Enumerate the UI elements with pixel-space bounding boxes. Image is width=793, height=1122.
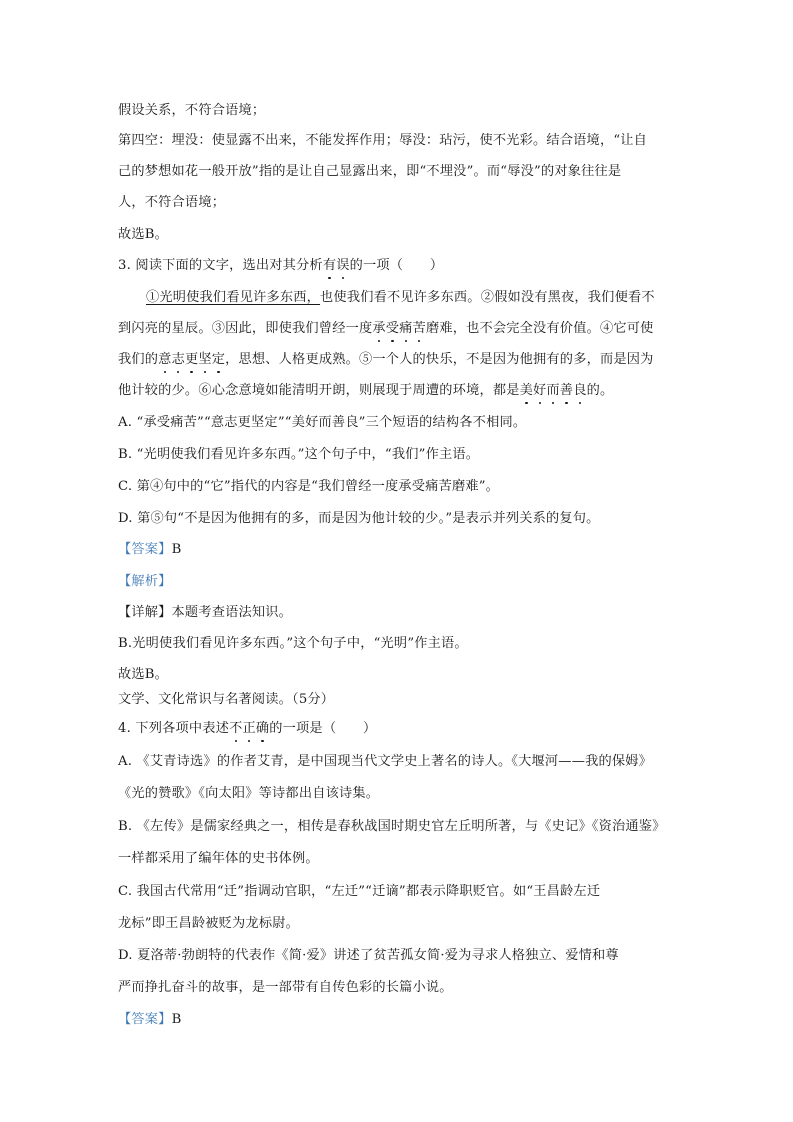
prev-conclusion: 故选B。 bbox=[118, 227, 169, 242]
prev-explanation-line: 人，不符合语境； bbox=[118, 195, 226, 210]
analysis-tag: 【解析】 bbox=[118, 574, 172, 589]
answer-line bbox=[118, 1010, 181, 1030]
option-d: D. 第⑤句“不是因为他拥有的多，而是因为他计较的少。”是表示并列关系的复句。 bbox=[118, 511, 600, 526]
emphasis-char: 受 bbox=[386, 319, 399, 339]
option-c: C. 我国古代常用“迁”指调动官职，“左迁”“迁谪”都表示降职贬官。如“王昌龄左迁 bbox=[118, 884, 601, 899]
underlined-sentence: ①光明使我们看见许多东西， bbox=[146, 290, 321, 305]
option-c: C. 第④句中的“它”指代的内容是“我们曾经一度承受痛苦磨难”。 bbox=[118, 479, 500, 494]
passage-line: 我们的意志更坚定，思想、人格更成熟。⑤一个人的快乐，不是因为他拥有的多，而是因为 bbox=[118, 350, 654, 370]
option-c-cont: 龙标”即王昌龄被贬为龙标尉。 bbox=[118, 916, 299, 931]
emphasis-char: 善 bbox=[560, 381, 573, 401]
emphasis-char: 苦 bbox=[413, 319, 426, 339]
option-a: A. 《艾青诗选》的作者艾青，是中国现当代文学史上著名的诗人。《大堰河——我的保姆》 bbox=[118, 754, 653, 769]
option-a-cont: 《光的赞歌》《向太阳》等诗都出自该诗集。 bbox=[118, 786, 380, 801]
option-d: D. 夏洛蒂·勃朗特的代表作《简·爱》讲述了贫苦孤女简·爱为寻求人格独立、爱情和尊 bbox=[118, 948, 619, 963]
detail-line: B.光明使我们看见许多东西。”这个句子中，“光明”作主语。 bbox=[118, 636, 468, 651]
emphasis-char: 意 bbox=[158, 350, 171, 370]
emphasis-char: 有 bbox=[323, 256, 336, 276]
prev-explanation-line: 己的梦想如花一般开放”指的是让自己显露出来，即“不埋没”。而“辱没”的对象往往是 bbox=[118, 164, 622, 179]
answer-value: B bbox=[171, 542, 182, 557]
conclusion: 故选B。 bbox=[118, 667, 169, 682]
question-4-stem: 4. 下列各项中表述不正确的一项是（ ） bbox=[118, 719, 376, 739]
prev-explanation-line: 假设关系，不符合语境； bbox=[118, 103, 266, 118]
emphasis-char: 承 bbox=[372, 319, 385, 339]
option-d-cont: 严而挣扎奋斗的故事，是一部带有自传色彩的长篇小说。 bbox=[118, 980, 453, 995]
answer-line bbox=[118, 540, 181, 560]
answer-tag: 【答案】 bbox=[118, 1012, 172, 1027]
emphasis-char: 美 bbox=[520, 381, 533, 401]
emphasis-char: 确 bbox=[256, 719, 269, 739]
emphasis-char: 志 bbox=[172, 350, 185, 370]
passage-line: 他计较的少。⑥心念意境如能清明开朗，则展现于周遭的环境，都是美好而善良的。 bbox=[118, 381, 613, 401]
emphasis-char: 而 bbox=[546, 381, 559, 401]
option-b: B. “光明使我们看见许多东西。”这个句子中，“我们”作主语。 bbox=[118, 447, 480, 462]
answer-tag: 【答案】 bbox=[118, 542, 172, 557]
passage-line: ①光明使我们看见许多东西，也使我们看不见许多东西。②假如没有黑夜，我们便看不 bbox=[146, 290, 655, 305]
emphasis-char: 良 bbox=[573, 381, 586, 401]
emphasis-char: 好 bbox=[533, 381, 546, 401]
emphasis-char: 误 bbox=[336, 256, 349, 276]
prev-explanation-line: 第四空：埋没：使显露不出来，不能发挥作用；辱没：玷污，使不光彩。结合语境，“让自 bbox=[118, 133, 648, 148]
passage-line: 到闪亮的星辰。③因此，即使我们曾经一度承受痛苦磨难，也不会完全没有价值。④它可使 bbox=[118, 319, 654, 339]
question-3-stem: 3. 阅读下面的文字，选出对其分析有误的一项（ ） bbox=[118, 256, 443, 276]
option-b-cont: 一样都采用了编年体的史书体例。 bbox=[118, 851, 319, 866]
emphasis-char: 坚 bbox=[198, 350, 211, 370]
emphasis-char: 正 bbox=[242, 719, 255, 739]
option-a: A. “承受痛苦”“意志更坚定”“美好而善良”三个短语的结构各不相同。 bbox=[118, 415, 527, 430]
detail-line: 【详解】本题考查语法知识。 bbox=[118, 605, 293, 620]
emphasis-char: 更 bbox=[185, 350, 198, 370]
section-heading: 文学、文化常识与名著阅读。（5分） bbox=[118, 692, 335, 707]
emphasis-char: 定 bbox=[212, 350, 225, 370]
answer-value: B bbox=[171, 1012, 182, 1027]
option-b: B. 《左传》是儒家经典之一，相传是春秋战国时期史官左丘明所著，与《史记》《资治通鉴》 bbox=[118, 819, 666, 834]
emphasis-char: 不 bbox=[229, 719, 242, 739]
emphasis-char: 痛 bbox=[399, 319, 412, 339]
